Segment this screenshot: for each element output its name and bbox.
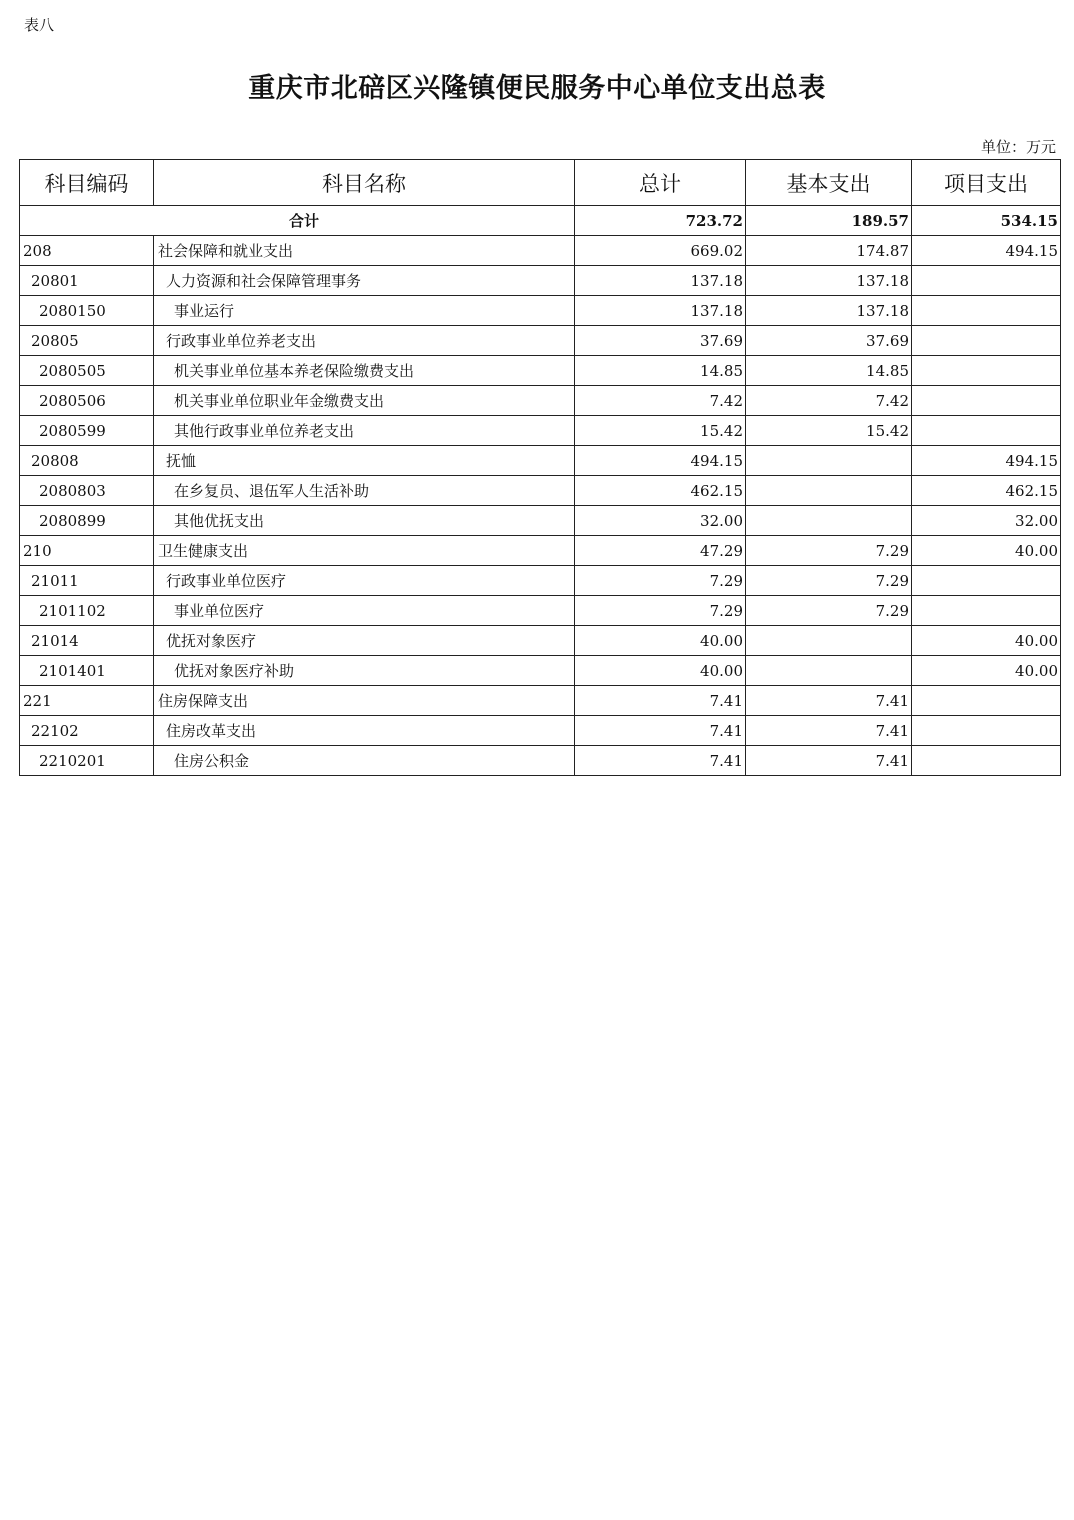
row-name: 优抚对象医疗 [154,626,575,656]
total-basic: 189.57 [746,206,912,236]
row-name: 其他优抚支出 [154,506,575,536]
row-total: 32.00 [575,506,746,536]
row-total: 462.15 [575,476,746,506]
row-basic: 174.87 [746,236,912,266]
row-name: 机关事业单位职业年金缴费支出 [154,386,575,416]
row-project [912,686,1061,716]
row-basic [746,476,912,506]
row-basic: 37.69 [746,326,912,356]
header-project: 项目支出 [912,160,1061,206]
row-basic [746,626,912,656]
row-project: 32.00 [912,506,1061,536]
total-row [20,206,1061,236]
row-code: 20808 [20,446,154,476]
row-name: 人力资源和社会保障管理事务 [154,266,575,296]
table-row [20,326,1061,356]
row-name: 其他行政事业单位养老支出 [154,416,575,446]
row-project: 40.00 [912,626,1061,656]
row-code: 20805 [20,326,154,356]
table-row [20,446,1061,476]
row-code: 221 [20,686,154,716]
table-row [20,596,1061,626]
row-name: 事业运行 [154,296,575,326]
row-total: 37.69 [575,326,746,356]
row-name: 行政事业单位医疗 [154,566,575,596]
row-code: 2210201 [20,746,154,776]
row-code: 22102 [20,716,154,746]
row-project: 40.00 [912,656,1061,686]
unit-note: 单位：万元 [980,138,1056,156]
row-name: 在乡复员、退伍军人生活补助 [154,476,575,506]
table-row [20,746,1061,776]
row-name: 卫生健康支出 [154,536,575,566]
row-project [912,716,1061,746]
row-basic: 7.29 [746,536,912,566]
row-project [912,356,1061,386]
row-total: 47.29 [575,536,746,566]
row-total: 7.41 [575,716,746,746]
row-name: 优抚对象医疗补助 [154,656,575,686]
row-name: 住房保障支出 [154,686,575,716]
row-project: 40.00 [912,536,1061,566]
row-basic: 7.29 [746,566,912,596]
row-code: 21014 [20,626,154,656]
row-total: 7.41 [575,686,746,716]
table-row [20,716,1061,746]
table-row [20,296,1061,326]
total-project: 534.15 [912,206,1061,236]
row-code: 2080150 [20,296,154,326]
row-project [912,416,1061,446]
row-code: 208 [20,236,154,266]
row-total: 7.42 [575,386,746,416]
row-code: 2080599 [20,416,154,446]
row-name: 抚恤 [154,446,575,476]
row-project: 494.15 [912,446,1061,476]
table-row [20,236,1061,266]
row-project [912,596,1061,626]
row-project: 462.15 [912,476,1061,506]
row-name: 机关事业单位基本养老保险缴费支出 [154,356,575,386]
row-basic: 137.18 [746,296,912,326]
row-basic [746,506,912,536]
row-project [912,326,1061,356]
header-name: 科目名称 [154,160,575,206]
row-project [912,746,1061,776]
row-total: 7.29 [575,566,746,596]
row-code: 2101401 [20,656,154,686]
table-row [20,506,1061,536]
row-basic: 137.18 [746,266,912,296]
row-basic: 15.42 [746,416,912,446]
row-name: 行政事业单位养老支出 [154,326,575,356]
row-total: 669.02 [575,236,746,266]
table-label: 表八 [24,16,55,34]
row-basic: 7.41 [746,746,912,776]
row-name: 住房改革支出 [154,716,575,746]
expenditure-table [19,159,1061,776]
row-name: 社会保障和就业支出 [154,236,575,266]
row-code: 2080803 [20,476,154,506]
row-total: 14.85 [575,356,746,386]
row-total: 7.29 [575,596,746,626]
row-code: 21011 [20,566,154,596]
row-total: 15.42 [575,416,746,446]
row-code: 20801 [20,266,154,296]
table-row [20,566,1061,596]
row-basic: 7.41 [746,716,912,746]
page-title: 重庆市北碚区兴隆镇便民服务中心单位支出总表 [248,73,826,104]
row-basic [746,656,912,686]
table-row [20,626,1061,656]
row-project [912,386,1061,416]
row-basic: 7.42 [746,386,912,416]
row-total: 137.18 [575,296,746,326]
row-basic: 7.41 [746,686,912,716]
row-code: 2080899 [20,506,154,536]
row-project [912,266,1061,296]
header-total: 总计 [575,160,746,206]
row-basic [746,446,912,476]
row-code: 2080506 [20,386,154,416]
row-code: 2080505 [20,356,154,386]
header-row [20,160,1061,206]
header-basic: 基本支出 [746,160,912,206]
header-code: 科目编码 [20,160,154,206]
table-row [20,686,1061,716]
row-total: 40.00 [575,626,746,656]
total-label: 合计 [20,206,575,236]
row-project [912,296,1061,326]
row-total: 7.41 [575,746,746,776]
row-total: 494.15 [575,446,746,476]
row-total: 40.00 [575,656,746,686]
row-basic: 7.29 [746,596,912,626]
row-project: 494.15 [912,236,1061,266]
row-code: 210 [20,536,154,566]
table-row [20,476,1061,506]
table-row [20,386,1061,416]
row-total: 137.18 [575,266,746,296]
table-row [20,356,1061,386]
row-code: 2101102 [20,596,154,626]
total-sum: 723.72 [575,206,746,236]
row-basic: 14.85 [746,356,912,386]
table-row [20,416,1061,446]
row-name: 住房公积金 [154,746,575,776]
table-row [20,656,1061,686]
row-project [912,566,1061,596]
row-name: 事业单位医疗 [154,596,575,626]
table-row [20,536,1061,566]
table-row [20,266,1061,296]
